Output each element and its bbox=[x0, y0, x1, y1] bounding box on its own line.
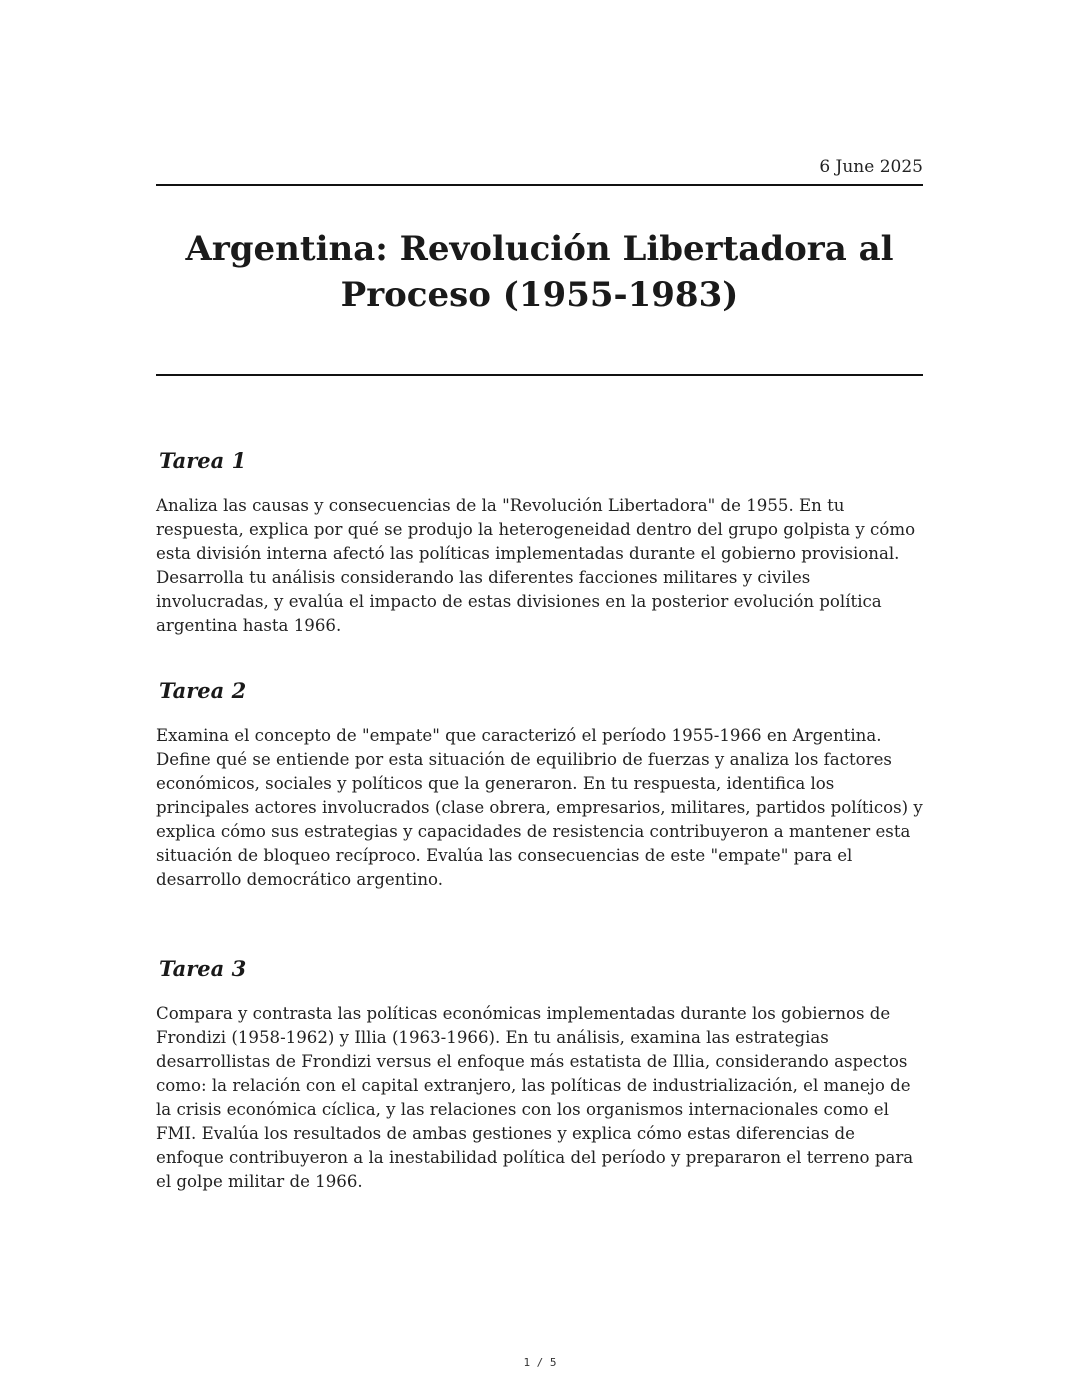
header-date: 6 June 2025 bbox=[819, 157, 923, 177]
task-body: Analiza las causas y consecuencias de la "Revolución Libertadora" de 1955. En tu respuesta, explica por qué se produjo la heterogeneidad dentro del grupo golpista y cómo esta división interna afectó las políticas implementadas durante el gobierno provisional. Desarrolla tu análisis considerando las diferentes facciones militares y civiles involucradas, y evalúa el impacto de estas divisiones en la posterior evolución política argentina hasta 1966. bbox=[156, 496, 916, 635]
task-body: Compara y contrasta las políticas económicas implementadas durante los gobiernos de Frondizi (1958-1962) y Illia (1963-1966). En tu análisis, examina las estrategias desarrollistas de Frondizi versus el enfoque más estatista de Illia, considerando aspectos como: la relación con el capital extranjero, las políticas de industrialización, el manejo de la crisis económica cíclica, y las relaciones con los organismos internacionales como el FMI. Evalúa los resultados de ambas gestiones y explica cómo estas diferencias de enfoque contribuyeron a la inestabilidad política del período y prepararon el terreno para el golpe militar de 1966. bbox=[156, 1004, 914, 1191]
page-number: 1 / 5 bbox=[523, 1356, 557, 1369]
task-section-1 bbox=[156, 447, 923, 638]
task-section-3 bbox=[156, 955, 923, 1194]
task-heading: Tarea 2 bbox=[159, 678, 247, 703]
task-heading: Tarea 3 bbox=[159, 956, 247, 981]
title-divider bbox=[156, 374, 923, 376]
document-title: Argentina: Revolución Libertadora al Proceso (1955-1983) bbox=[185, 229, 894, 315]
task-body: Examina el concepto de "empate" que caracterizó el período 1955-1966 en Argentina. Define qué se entiende por esta situación de equilibrio de fuerzas y analiza los factores económicos, sociales y políticos que la generaron. En tu respuesta, identifica los principales actores involucrados (clase obrera, empresarios, militares, partidos políticos) y explica cómo sus estrategias y capacidades de resistencia contribuyeron a mantener esta situación de bloqueo recíproco. Evalúa las consecuencias de este "empate" para el desarrollo democrático argentino. bbox=[156, 726, 923, 889]
header-divider bbox=[156, 184, 923, 186]
task-heading: Tarea 1 bbox=[159, 448, 247, 473]
task-section-2 bbox=[156, 677, 923, 892]
